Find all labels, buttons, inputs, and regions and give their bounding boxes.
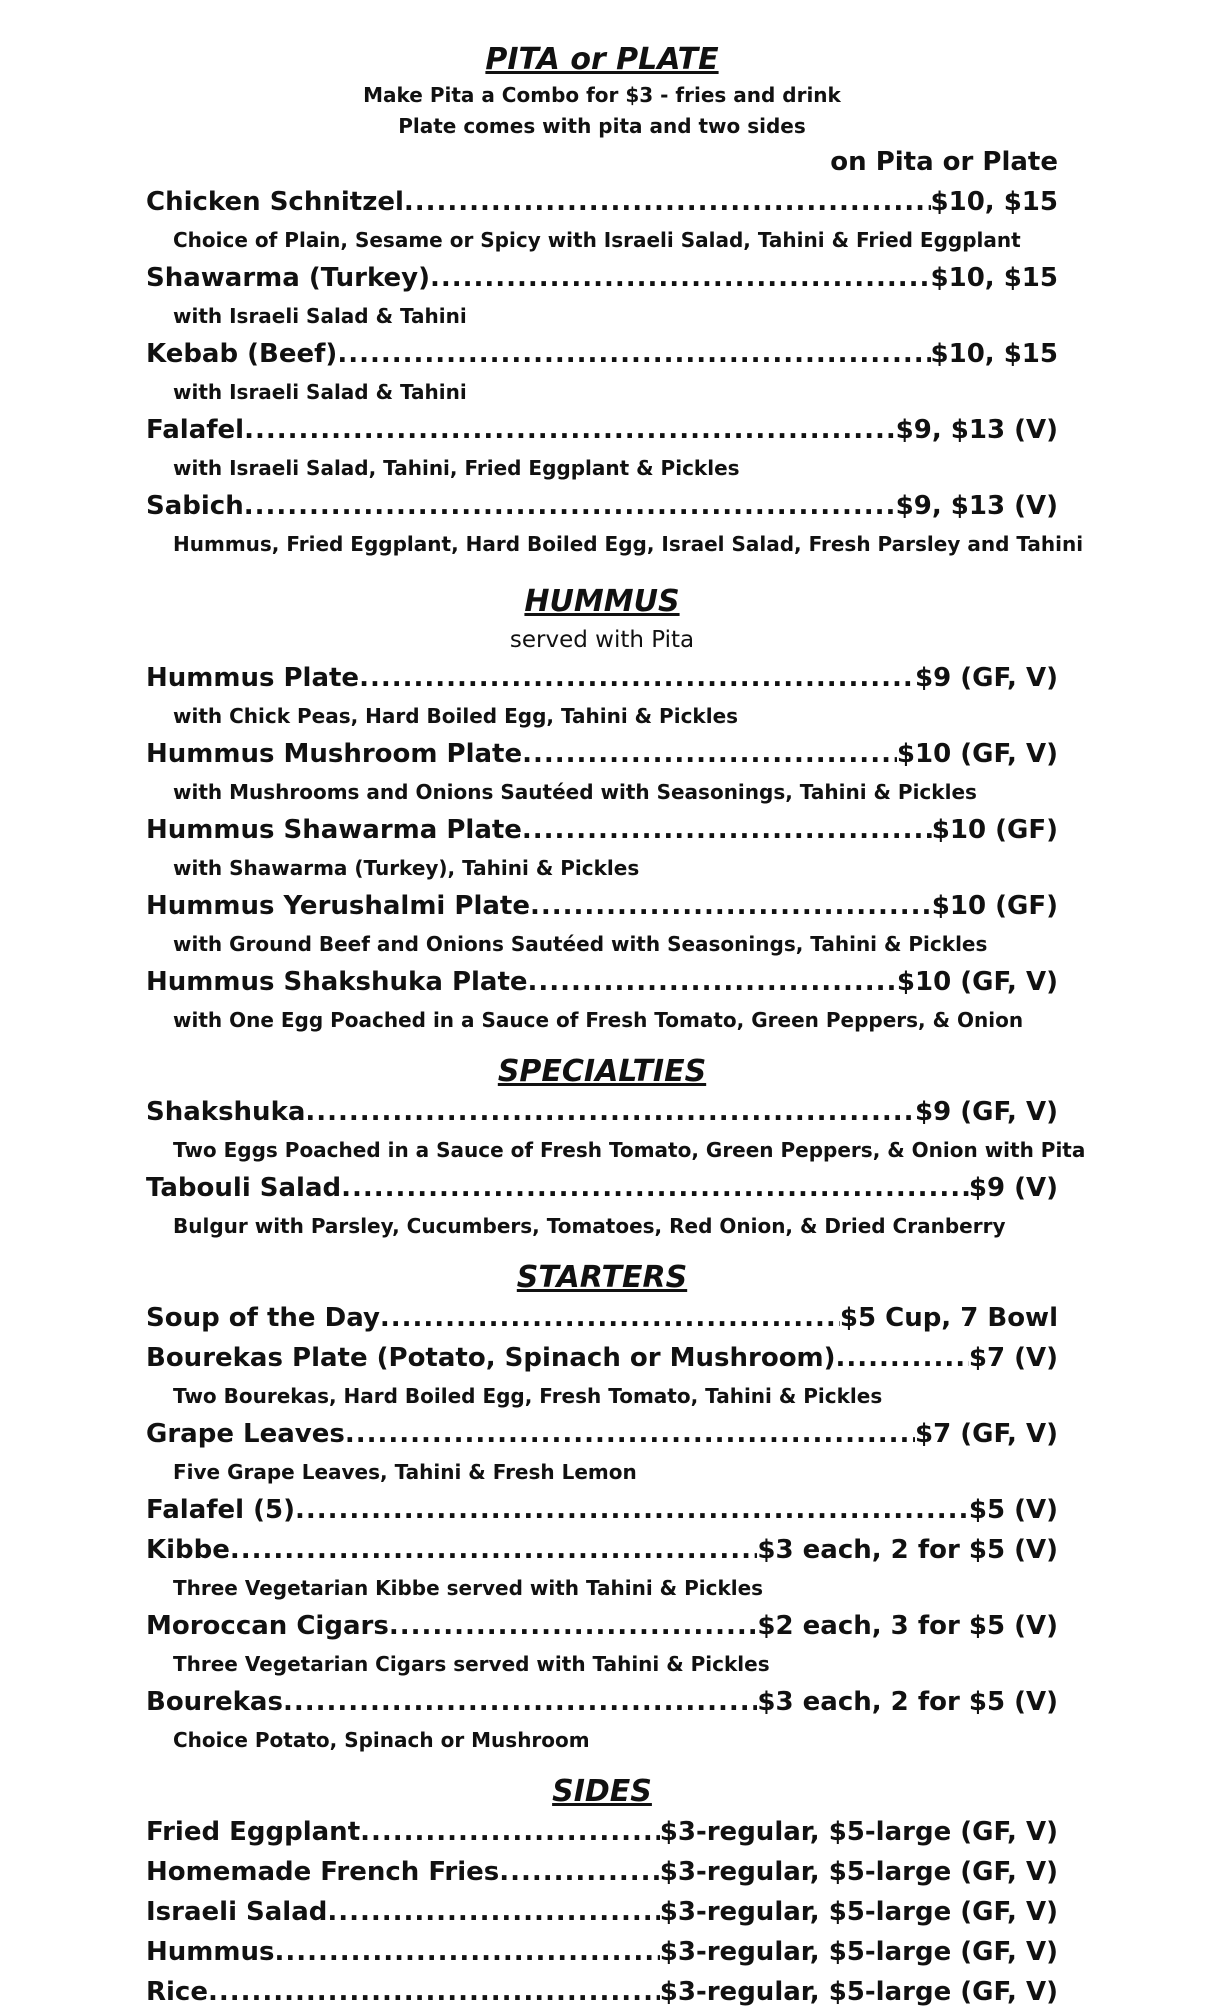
dot-leader xyxy=(528,962,897,1002)
item-price: $3 each, 2 for $5 (V) xyxy=(757,1687,1058,1717)
item-description: with Israeli Salad, Tahini, Fried Eggplant & Pickles xyxy=(173,456,740,480)
item-price: $10 (GF, V) xyxy=(896,739,1058,769)
item-name: Kibbe xyxy=(146,1535,230,1565)
menu-item-hummus-side xyxy=(146,1932,1058,1972)
menu-page xyxy=(146,40,1086,2012)
menu-item-soup-of-the-day xyxy=(146,1298,1058,1338)
menu-item-shakshuka xyxy=(146,1092,1058,1132)
item-description: Five Grape Leaves, Tahini & Fresh Lemon xyxy=(173,1460,637,1484)
item-name: Chicken Schnitzel xyxy=(146,187,404,217)
item-price: $9, $13 (V) xyxy=(895,491,1058,521)
dot-leader xyxy=(274,1932,659,1972)
item-description: Two Bourekas, Hard Boiled Egg, Fresh Tomato, Tahini & Pickles xyxy=(173,1384,883,1408)
menu-item-israeli-salad xyxy=(146,1892,1058,1932)
dot-leader xyxy=(360,1812,660,1852)
item-description: with Israeli Salad & Tahini xyxy=(173,380,467,404)
menu-item-fried-eggplant xyxy=(146,1812,1058,1852)
item-name: Shakshuka xyxy=(146,1097,306,1127)
plate-note: Plate comes with pita and two sides xyxy=(398,114,806,138)
item-description: with Mushrooms and Onions Sautéed with Seasonings, Tahini & Pickles xyxy=(173,780,977,804)
section-hummus xyxy=(146,582,1058,1038)
menu-item-kibbe xyxy=(146,1530,1058,1570)
menu-item-tabouli-salad xyxy=(146,1168,1058,1208)
dot-leader xyxy=(836,1338,969,1378)
item-name: Hummus Mushroom Plate xyxy=(146,739,523,769)
item-name: Shawarma (Turkey) xyxy=(146,263,431,293)
dot-leader xyxy=(389,1606,758,1646)
menu-item-grape-leaves xyxy=(146,1414,1058,1454)
item-price: $9 (GF, V) xyxy=(915,663,1058,693)
item-price: $7 (V) xyxy=(968,1343,1058,1373)
item-price: $10 (GF, V) xyxy=(896,967,1058,997)
item-description: with Israeli Salad & Tahini xyxy=(173,304,467,328)
menu-item-bourekas-plate xyxy=(146,1338,1058,1378)
item-description: with Chick Peas, Hard Boiled Egg, Tahini & Pickles xyxy=(173,704,739,728)
menu-item-hummus-plate xyxy=(146,658,1058,698)
item-price: $3-regular, $5-large (GF, V) xyxy=(659,1897,1058,1927)
item-description: Two Eggs Poached in a Sauce of Fresh Tomato, Green Peppers, & Onion with Pita xyxy=(173,1138,1086,1162)
item-name: Hummus Shawarma Plate xyxy=(146,815,522,845)
dot-leader xyxy=(337,334,930,374)
menu-item-kebab xyxy=(146,334,1058,374)
item-name: Soup of the Day xyxy=(146,1303,380,1333)
dot-leader xyxy=(341,1168,969,1208)
item-price: $10, $15 xyxy=(930,187,1058,217)
section-pita-or-plate xyxy=(146,40,1084,562)
dot-leader xyxy=(522,810,932,850)
item-name: Hummus Plate xyxy=(146,663,360,693)
dot-leader xyxy=(404,182,931,222)
item-description: Hummus, Fried Eggplant, Hard Boiled Egg, Israel Salad, Fresh Parsley and Tahini xyxy=(173,532,1084,556)
menu-item-sabich xyxy=(146,486,1058,526)
menu-item-hummus-shakshuka xyxy=(146,962,1058,1002)
section-specialties xyxy=(146,1052,1086,1244)
item-name: Falafel (5) xyxy=(146,1495,296,1525)
section-starters xyxy=(146,1258,1058,1758)
price-column-heading: on Pita or Plate xyxy=(830,147,1058,177)
menu-item-rice xyxy=(146,1972,1058,2012)
dot-leader xyxy=(244,410,896,450)
item-name: Falafel xyxy=(146,415,245,445)
item-description: Choice of Plain, Sesame or Spicy with Israeli Salad, Tahini & Fried Eggplant xyxy=(173,228,1021,252)
item-price: $9, $13 (V) xyxy=(895,415,1058,445)
item-name: Fried Eggplant xyxy=(146,1817,361,1847)
item-price: $3 each, 2 for $5 (V) xyxy=(757,1535,1058,1565)
item-name: Hummus xyxy=(146,1937,275,1967)
item-price: $3-regular, $5-large (GF, V) xyxy=(659,1857,1058,1887)
item-name: Sabich xyxy=(146,491,244,521)
menu-item-falafel-5 xyxy=(146,1490,1058,1530)
item-price: $10, $15 xyxy=(930,339,1058,369)
dot-leader xyxy=(430,258,931,298)
dot-leader xyxy=(230,1530,758,1570)
item-price: $9 (V) xyxy=(968,1173,1058,1203)
menu-item-french-fries xyxy=(146,1852,1058,1892)
section-title-pita: PITA or PLATE xyxy=(485,42,719,77)
dot-leader xyxy=(359,658,915,698)
item-name: Hummus Yerushalmi Plate xyxy=(146,891,530,921)
menu-item-hummus-mushroom xyxy=(146,734,1058,774)
item-price: $3-regular, $5-large (GF, V) xyxy=(659,1937,1058,1967)
item-price: $9 (GF, V) xyxy=(915,1097,1058,1127)
combo-note: Make Pita a Combo for $3 - fries and drink xyxy=(363,83,841,107)
dot-leader xyxy=(295,1490,969,1530)
item-price: $5 (V) xyxy=(968,1495,1058,1525)
item-price: $2 each, 3 for $5 (V) xyxy=(757,1611,1058,1641)
item-name: Grape Leaves xyxy=(146,1419,345,1449)
item-price: $3-regular, $5-large (GF, V) xyxy=(659,1817,1058,1847)
menu-item-bourekas xyxy=(146,1682,1058,1722)
dot-leader xyxy=(530,886,932,926)
item-price: $10 (GF) xyxy=(931,891,1058,921)
item-name: Kebab (Beef) xyxy=(146,339,338,369)
dot-leader xyxy=(380,1298,840,1338)
menu-item-chicken-schnitzel xyxy=(146,182,1058,222)
section-title-sides: SIDES xyxy=(552,1774,652,1809)
item-price: $7 (GF, V) xyxy=(915,1419,1058,1449)
menu-item-hummus-yerushalmi xyxy=(146,886,1058,926)
item-description: with Shawarma (Turkey), Tahini & Pickles xyxy=(173,856,640,880)
menu-item-hummus-shawarma xyxy=(146,810,1058,850)
item-name: Israeli Salad xyxy=(146,1897,328,1927)
item-description: with One Egg Poached in a Sauce of Fresh Tomato, Green Peppers, & Onion xyxy=(173,1008,1024,1032)
section-title-hummus: HUMMUS xyxy=(524,584,680,619)
item-description: Bulgur with Parsley, Cucumbers, Tomatoes, Red Onion, & Dried Cranberry xyxy=(173,1214,1006,1238)
dot-leader xyxy=(305,1092,915,1132)
item-price: $3-regular, $5-large (GF, V) xyxy=(659,1977,1058,2007)
item-name: Hummus Shakshuka Plate xyxy=(146,967,528,997)
menu-item-moroccan-cigars xyxy=(146,1606,1058,1646)
item-description: with Ground Beef and Onions Sautéed with Seasonings, Tahini & Pickles xyxy=(173,932,988,956)
section-title-specialties: SPECIALTIES xyxy=(497,1054,707,1089)
dot-leader xyxy=(208,1972,660,2012)
dot-leader xyxy=(244,486,896,526)
item-description: Three Vegetarian Kibbe served with Tahini & Pickles xyxy=(173,1576,764,1600)
item-description: Three Vegetarian Cigars served with Tahini & Pickles xyxy=(173,1652,770,1676)
item-price: $10, $15 xyxy=(930,263,1058,293)
item-name: Bourekas xyxy=(146,1687,283,1717)
item-price: $10 (GF) xyxy=(931,815,1058,845)
item-name: Bourekas Plate (Potato, Spinach or Mushroom) xyxy=(146,1343,836,1373)
dot-leader xyxy=(283,1682,757,1722)
section-title-starters: STARTERS xyxy=(516,1260,688,1295)
menu-item-shawarma xyxy=(146,258,1058,298)
dot-leader xyxy=(499,1852,660,1892)
menu-item-falafel xyxy=(146,410,1058,450)
dot-leader xyxy=(327,1892,659,1932)
dot-leader xyxy=(522,734,897,774)
item-name: Moroccan Cigars xyxy=(146,1611,389,1641)
dot-leader xyxy=(345,1414,915,1454)
item-price: $5 Cup, 7 Bowl xyxy=(839,1303,1058,1333)
item-name: Homemade French Fries xyxy=(146,1857,500,1887)
section-sides xyxy=(146,1772,1058,2012)
item-name: Rice xyxy=(146,1977,208,2007)
item-name: Tabouli Salad xyxy=(146,1173,342,1203)
hummus-note: served with Pita xyxy=(509,627,695,653)
item-description: Choice Potato, Spinach or Mushroom xyxy=(173,1728,590,1752)
